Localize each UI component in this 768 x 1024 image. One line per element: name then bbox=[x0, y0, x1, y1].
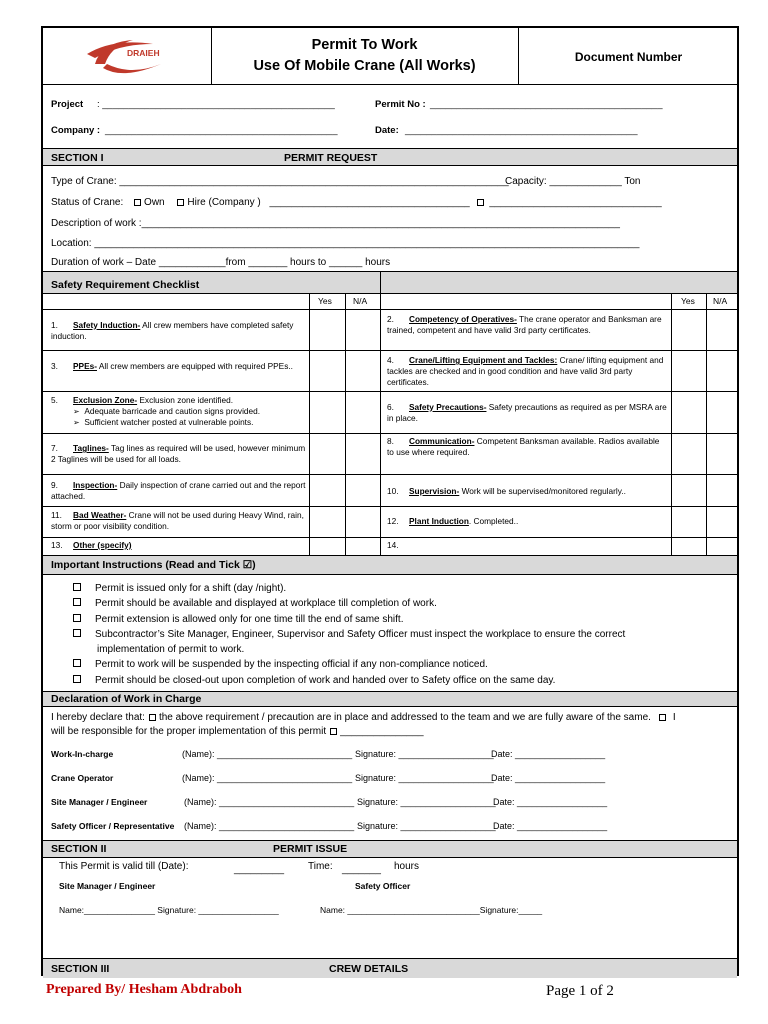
instruction-item: Permit to work will be suspended by the inspecting official if any non-compliance noticed. bbox=[73, 659, 488, 670]
section-2-header bbox=[43, 840, 737, 858]
site-manager-signature[interactable]: Signature: ___________________ bbox=[357, 797, 496, 807]
declaration-line-2: will be responsible for the proper implementation of this permit _______________ bbox=[51, 726, 424, 737]
checklist-item-6: 6. Safety Precautions- Safety precautions as required as per MSRA are in place. bbox=[387, 402, 667, 423]
bullet-box-icon bbox=[73, 614, 81, 622]
site-manager-label: Site Manager / Engineer bbox=[51, 797, 148, 807]
checklist-item-2: 2. Competency of Operatives- The crane operator and Banksman are trained, competent and have valid 3rd party certificates. bbox=[387, 314, 662, 335]
status-line-1[interactable]: ____________________________________ bbox=[269, 197, 470, 208]
permit-no-label: Permit No : bbox=[375, 99, 426, 110]
hours-label: hours bbox=[394, 861, 420, 872]
logo-text: DRAIEH bbox=[127, 48, 160, 58]
section-1-label: SECTION I bbox=[51, 152, 104, 164]
checklist-item-1: 1. Safety Induction- All crew members have completed safety induction. bbox=[51, 320, 294, 341]
duration-field[interactable]: Duration of work – Date ____________from _______ hours to ______ hours bbox=[51, 257, 391, 268]
section-2-title: PERMIT ISSUE bbox=[273, 843, 348, 855]
issue-safety-officer-label: Safety Officer bbox=[355, 881, 411, 891]
declare-checkbox[interactable] bbox=[149, 714, 156, 721]
description-field[interactable]: Description of work :______________________________________________________________________________________ bbox=[51, 218, 620, 229]
bullet-box-icon bbox=[73, 659, 81, 667]
company-label: Company : bbox=[51, 125, 101, 136]
instruction-item-continued: implementation of permit to work. bbox=[97, 644, 245, 655]
checklist-item-10: 10. Supervision- Work will be supervised/monitored regularly.. bbox=[387, 486, 626, 496]
site-manager-date[interactable]: Date: __________________ bbox=[493, 797, 608, 807]
crane-operator-signature[interactable]: Signature: ___________________ bbox=[355, 773, 494, 783]
title-line2: Use Of Mobile Crane (All Works) bbox=[253, 58, 476, 74]
valid-till-field[interactable]: _________ bbox=[234, 864, 285, 875]
checklist-item-9: 9. Inspection- Daily inspection of crane carried out and the report attached. bbox=[51, 480, 306, 501]
checklist-item-7: 7. Taglines- Tag lines as required will be used, however minimum 2 Taglines will be used for all loads. bbox=[51, 443, 306, 464]
instruction-item: Permit is issued only for a shift (day /night). bbox=[73, 583, 286, 594]
hire-label: Hire (Company ) bbox=[187, 197, 261, 208]
location-field[interactable]: Location: __________________________________________________________________________________________________ bbox=[51, 238, 640, 249]
safety-officer-label: Safety Officer / Representative bbox=[51, 821, 175, 831]
date-field[interactable]: ____________________________________________ bbox=[405, 125, 638, 136]
checklist-item-11: 11. Bad Weather- Crane will not be used during Heavy Wind, rain, storm or poor visibility condition. bbox=[51, 510, 304, 531]
time-label: Time: bbox=[308, 861, 333, 872]
right-na-header: N/A bbox=[713, 296, 728, 306]
implementation-checkbox[interactable] bbox=[330, 728, 337, 735]
document-number-label: Document Number bbox=[574, 50, 683, 64]
section-1-header bbox=[43, 148, 737, 166]
bullet-box-icon bbox=[73, 598, 81, 606]
work-in-charge-name[interactable]: (Name): ___________________________ bbox=[182, 749, 353, 759]
section-2-label: SECTION II bbox=[51, 843, 107, 855]
instruction-item: Subcontractor’s Site Manager, Engineer, Supervisor and Safety Officer must inspect the workplace to ensure the correct bbox=[73, 629, 625, 640]
section-1-title: PERMIT REQUEST bbox=[284, 152, 378, 164]
arrow-bullet-icon: ➢ bbox=[73, 418, 80, 427]
instruction-item: Permit should be available and displayed at workplace till completion of work. bbox=[73, 598, 437, 609]
crane-operator-label: Crane Operator bbox=[51, 773, 114, 783]
declaration-title: Declaration of Work in Charge bbox=[51, 693, 202, 705]
date-label: Date: bbox=[375, 125, 399, 136]
page-number: Page 1 of 2 bbox=[546, 983, 614, 999]
status-label: Status of Crane: bbox=[51, 197, 124, 208]
project-label: Project bbox=[51, 99, 84, 110]
checklist-item-4: 4. Crane/Lifting Equipment and Tackles: Crane/ lifting equipment and tackles are checked and in good condition and have valid 3rd party certificates. bbox=[387, 355, 664, 387]
company-field[interactable]: ____________________________________________ bbox=[105, 125, 338, 136]
logo bbox=[73, 34, 193, 80]
own-label: Own bbox=[144, 197, 165, 208]
section-3-label: SECTION III bbox=[51, 963, 110, 975]
prepared-by: Prepared By/ Hesham Abdraboh bbox=[46, 982, 242, 997]
work-in-charge-label: Work-In-charge bbox=[51, 749, 114, 759]
right-yes-header: Yes bbox=[681, 296, 695, 306]
checklist-item-5: 5. Exclusion Zone- Exclusion zone identified. ➢ Adequate barricade and caution signs provided. ➢ Sufficient watcher posted at vulnerable points. bbox=[51, 395, 261, 427]
left-na-header: N/A bbox=[353, 296, 368, 306]
status-of-crane-row bbox=[51, 197, 662, 208]
bullet-box-icon bbox=[73, 583, 81, 591]
left-yes-header: Yes bbox=[318, 296, 332, 306]
bullet-box-icon bbox=[73, 629, 81, 637]
issue-site-manager-sign[interactable]: Name:_______________ Signature: _________________ bbox=[59, 905, 279, 915]
checklist-item-14: 14. bbox=[387, 540, 399, 550]
safety-officer-date[interactable]: Date: __________________ bbox=[493, 821, 608, 831]
issue-site-manager-label: Site Manager / Engineer bbox=[59, 881, 156, 891]
checklist-title: Safety Requirement Checklist bbox=[51, 279, 200, 291]
hire-checkbox[interactable] bbox=[177, 199, 184, 206]
instruction-item: Permit extension is allowed only for one time till the end of same shift. bbox=[73, 614, 403, 625]
instructions-title: Important Instructions (Read and Tick ☑) bbox=[51, 559, 256, 571]
title-line1: Permit To Work bbox=[311, 37, 418, 53]
crane-operator-date[interactable]: Date: __________________ bbox=[491, 773, 606, 783]
own-checkbox[interactable] bbox=[134, 199, 141, 206]
issue-safety-officer-sign[interactable]: Name: ____________________________Signature:_____ bbox=[320, 905, 543, 915]
status-line-2[interactable]: _______________________________ bbox=[489, 197, 662, 208]
declaration-line-1: I hereby declare that: the above requirement / precaution are in place and addressed to the team and we are fully aware of the same. I bbox=[51, 712, 676, 723]
work-in-charge-signature[interactable]: Signature: ___________________ bbox=[355, 749, 494, 759]
instruction-item: Permit should be closed-out upon completion of work and handed over to Safety office on the same day. bbox=[73, 675, 555, 686]
checklist-item-3: 3. PPEs- All crew members are equipped with required PPEs.. bbox=[51, 361, 293, 371]
work-in-charge-date[interactable]: Date: __________________ bbox=[491, 749, 606, 759]
type-of-crane-field[interactable]: Type of Crane: ______________________________________________________________________ bbox=[51, 176, 509, 187]
checklist-item-8: 8. Communication- Competent Banksman available. Radios available to use where required. bbox=[387, 436, 660, 457]
checklist-item-13: 13. Other (specify) bbox=[51, 540, 132, 550]
checklist-item-12: 12. Plant Induction. Completed.. bbox=[387, 516, 519, 526]
arrow-bullet-icon: ➢ bbox=[73, 407, 80, 416]
permit-no-field[interactable]: ____________________________________________ bbox=[430, 99, 663, 110]
safety-officer-name[interactable]: (Name): ___________________________ bbox=[184, 821, 355, 831]
valid-till-label: This Permit is valid till (Date): bbox=[59, 861, 189, 872]
bullet-box-icon bbox=[73, 675, 81, 683]
capacity-field[interactable]: Capacity: _____________ Ton bbox=[505, 176, 641, 187]
project-field[interactable]: : ____________________________________________ bbox=[97, 99, 335, 110]
crane-operator-name[interactable]: (Name): ___________________________ bbox=[182, 773, 353, 783]
other-status-checkbox[interactable] bbox=[477, 199, 484, 206]
section-3-title: CREW DETAILS bbox=[329, 963, 409, 975]
permit-form bbox=[41, 26, 739, 976]
responsibility-checkbox[interactable] bbox=[659, 714, 666, 721]
time-field[interactable]: _______ bbox=[342, 864, 381, 875]
site-manager-name[interactable]: (Name): ___________________________ bbox=[184, 797, 355, 807]
safety-officer-signature[interactable]: Signature: ___________________ bbox=[357, 821, 496, 831]
